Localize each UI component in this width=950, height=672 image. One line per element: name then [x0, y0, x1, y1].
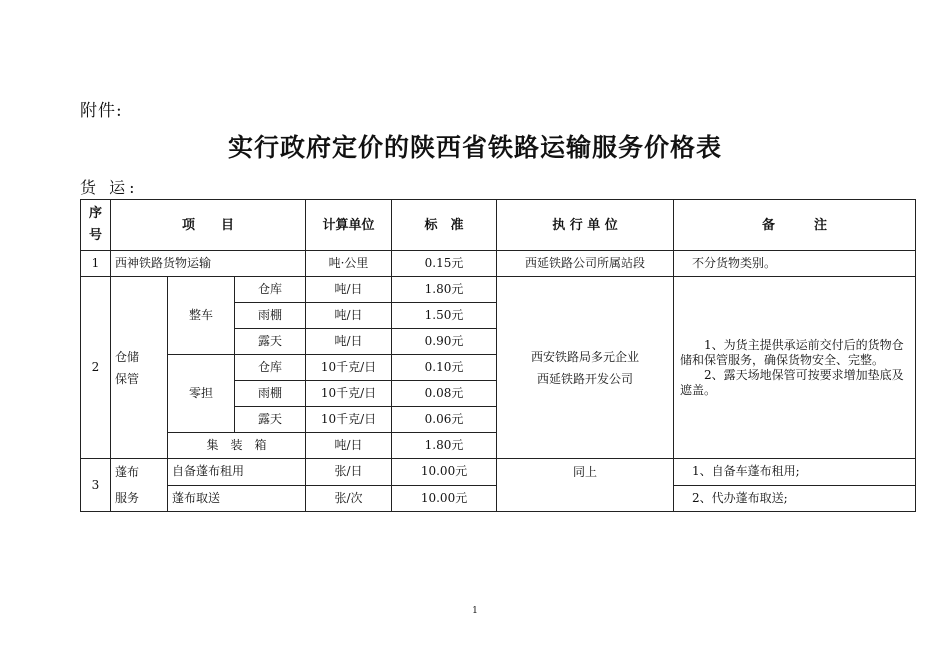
- row2-whole-type: 露天: [235, 329, 306, 355]
- row3-executor: 同上: [497, 459, 674, 512]
- row2-less-unit: 10千克/日: [306, 381, 392, 407]
- row2-whole-unit: 吨/日: [306, 277, 392, 303]
- attachment-label: 附件:: [80, 101, 123, 121]
- row3-item-note: 1、自备车蓬布租用;: [674, 459, 916, 486]
- col-item-header: 项 目: [111, 200, 306, 251]
- col-note-header: 备 注: [674, 200, 916, 251]
- row2-less-unit: 10千克/日: [306, 355, 392, 381]
- col-executor-header: 执 行 单 位: [497, 200, 674, 251]
- row3-item-unit: 张/次: [306, 485, 392, 512]
- row2-executor-line2: 西延铁路开发公司: [537, 371, 634, 386]
- row2-executor: [497, 277, 674, 459]
- row2-whole-type: 仓库: [235, 277, 306, 303]
- row2-whole-standard: 1.80元: [392, 277, 497, 303]
- row3-item-standard: 10.00元: [392, 459, 497, 486]
- row2-container-unit: 吨/日: [306, 433, 392, 459]
- row2-executor-line1: 西安铁路局多元企业: [531, 349, 640, 364]
- row2-container: 集 装 箱: [168, 433, 306, 459]
- row3-item-name: 自备蓬布租用: [168, 459, 306, 486]
- row2-container-standard: 1.80元: [392, 433, 497, 459]
- row2-note-2: 2、露天场地保管可按要求增加垫底及遮盖。: [680, 367, 904, 397]
- row3-seq: 3: [81, 459, 111, 512]
- table-row: [81, 277, 916, 303]
- row2-less-type: 露天: [235, 407, 306, 433]
- row2-note: [674, 277, 916, 459]
- page-number: 1: [472, 606, 478, 616]
- table-row: [81, 459, 916, 486]
- row2-less-type: 仓库: [235, 355, 306, 381]
- row2-whole-type: 雨棚: [235, 303, 306, 329]
- row2-whole-unit: 吨/日: [306, 303, 392, 329]
- row1-note: 不分货物类别。: [674, 251, 916, 277]
- table-header-row: [81, 200, 916, 251]
- document-title: 实行政府定价的陕西省铁路运输服务价格表: [227, 133, 722, 162]
- row2-whole-unit: 吨/日: [306, 329, 392, 355]
- row1-executor: 西延铁路公司所属站段: [497, 251, 674, 277]
- row2-less-unit: 10千克/日: [306, 407, 392, 433]
- row2-less-standard: 0.10元: [392, 355, 497, 381]
- col-seq-header: 序 号: [81, 200, 111, 251]
- row2-category: 仓储 保管: [111, 277, 168, 459]
- table-row: [81, 251, 916, 277]
- row2-less-standard: 0.08元: [392, 381, 497, 407]
- row2-group-less: 零担: [168, 355, 235, 433]
- row3-item-note: 2、代办蓬布取送;: [674, 485, 916, 512]
- col-unit-header: 计算单位: [306, 200, 392, 251]
- row3-item-unit: 张/日: [306, 459, 392, 486]
- row2-seq: 2: [81, 277, 111, 459]
- row1-standard: 0.15元: [392, 251, 497, 277]
- row2-note-1: 1、为货主提供承运前交付后的货物仓储和保管服务，确保货物安全、完整。: [680, 337, 904, 367]
- section-label: 货 运:: [80, 178, 139, 197]
- row2-whole-standard: 0.90元: [392, 329, 497, 355]
- price-table: [80, 199, 916, 512]
- row1-unit: 吨·公里: [306, 251, 392, 277]
- row3-category: 蓬布 服务: [111, 459, 168, 512]
- row3-item-name: 蓬布取送: [168, 485, 306, 512]
- row1-item: 西神铁路货物运输: [111, 251, 306, 277]
- row2-less-type: 雨棚: [235, 381, 306, 407]
- col-standard-header: 标 准: [392, 200, 497, 251]
- row2-less-standard: 0.06元: [392, 407, 497, 433]
- row3-item-standard: 10.00元: [392, 485, 497, 512]
- row2-group-whole: 整车: [168, 277, 235, 355]
- row1-seq: 1: [81, 251, 111, 277]
- row2-whole-standard: 1.50元: [392, 303, 497, 329]
